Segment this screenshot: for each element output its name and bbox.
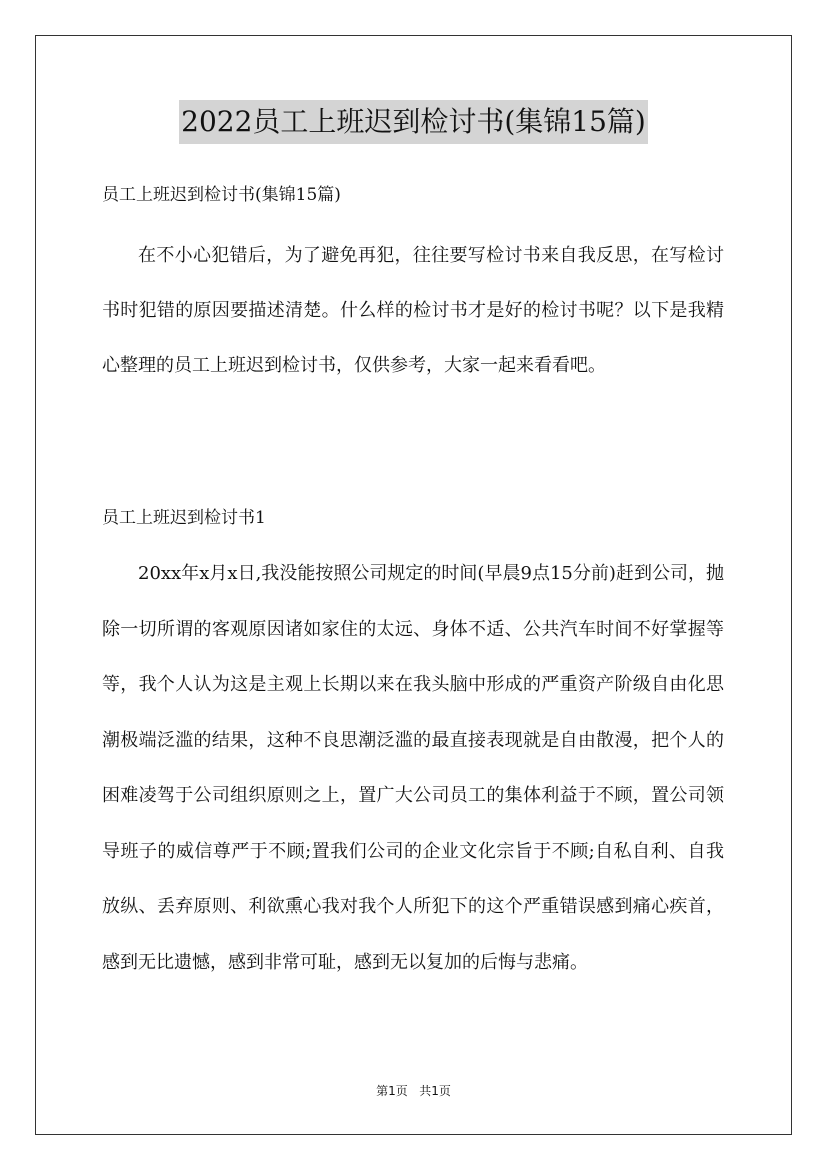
page-footer xyxy=(0,1081,827,1101)
section-paragraph: 20xx年x月x日,我没能按照公司规定的时间(早晨9点15分前)赶到公司，抛除一切所谓的客观原因诸如家住的太远、身体不适、公共汽车时间不好掌握等等，我个人认为这是主观上长期以来在我头脑中形成的严重资产阶级自由化思潮极端泛滥的结果，这种不良思潮泛滥的最直接表现就是自由散漫，把个人的困难凌驾于公司组织原则之上，置广大公司员工的集体利益于不顾，置公司领导班子的威信尊严于不顾;置我们公司的企业文化宗旨于不顾;自私自利、自我放纵、丢弃原则、利欲熏心我对我个人所犯下的这个严重错误感到痛心疾首，感到无比遗憾，感到非常可耻，感到无以复加的后悔与悲痛。 xyxy=(102,563,724,973)
title-container xyxy=(0,100,827,144)
intro-paragraph: 在不小心犯错后，为了避免再犯，往往要写检讨书来自我反思，在写检讨书时犯错的原因要描述清楚。什么样的检讨书才是好的检讨书呢？以下是我精心整理的员工上班迟到检讨书，仅供参考，大家一起来看看吧。 xyxy=(102,245,724,376)
section-heading: 员工上班迟到检讨书1 xyxy=(102,508,266,528)
page-total: 共1页 xyxy=(419,1084,451,1098)
document-title: 2022员工上班迟到检讨书(集锦15篇) xyxy=(179,100,648,144)
page-number: 第1页 xyxy=(376,1084,408,1098)
document-subtitle: 员工上班迟到检讨书(集锦15篇) xyxy=(102,185,341,205)
